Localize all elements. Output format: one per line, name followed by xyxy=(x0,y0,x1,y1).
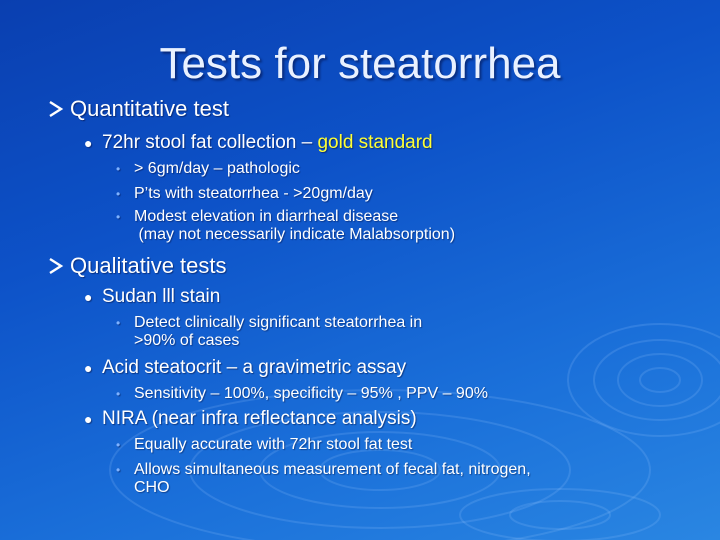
item-text: Sudan lll stain xyxy=(102,286,221,307)
subitem-line-1: Allows simultaneous measurement of fecal fat, nitrogen, xyxy=(134,461,531,478)
chevron-arrow-icon xyxy=(48,100,64,118)
slide-title: Tests for steatorrhea xyxy=(159,39,561,88)
chevron-arrow-icon xyxy=(48,257,64,275)
subitem-text: Equally accurate with 72hr stool fat test xyxy=(134,436,413,453)
subitem-line-2: CHO xyxy=(134,479,170,496)
subitem-text: > 6gm/day – pathologic xyxy=(134,160,300,177)
sub-bullet-dot-icon: • xyxy=(116,438,121,452)
item-text: 72hr stool fat collection – xyxy=(102,132,318,153)
sub-bullet-dot-icon: • xyxy=(116,187,121,201)
bullet-dot-icon: ● xyxy=(84,289,93,305)
bullet-dot-icon: ● xyxy=(84,135,93,151)
subitem-text: P’ts with steatorrhea - >20gm/day xyxy=(134,185,373,202)
subitem-line-2: >90% of cases xyxy=(134,332,240,349)
sub-bullet-dot-icon: • xyxy=(116,316,121,330)
subitem-line-1: Modest elevation in diarrheal disease xyxy=(134,208,399,225)
subitem-line-1: Detect clinically significant steatorrhea in xyxy=(134,314,423,331)
item-text: Acid steatocrit – a gravimetric assay xyxy=(102,357,407,378)
section-heading: Qualitative tests xyxy=(70,253,227,278)
sub-bullet-dot-icon: • xyxy=(116,210,121,224)
section-heading: Quantitative test xyxy=(70,96,229,121)
subitem-text: Sensitivity – 100%, specificity – 95% , PPV – 90% xyxy=(134,385,488,402)
subitem-line-2: (may not necessarily indicate Malabsorption) xyxy=(134,226,456,243)
sub-bullet-dot-icon: • xyxy=(116,463,121,477)
sub-bullet-dot-icon: • xyxy=(116,387,121,401)
item-text: NIRA (near infra reflectance analysis) xyxy=(102,408,417,429)
gold-standard-highlight: gold standard xyxy=(317,132,433,153)
bullet-dot-icon: ● xyxy=(84,360,93,376)
bullet-dot-icon: ● xyxy=(84,411,93,427)
sub-bullet-dot-icon: • xyxy=(116,162,121,176)
